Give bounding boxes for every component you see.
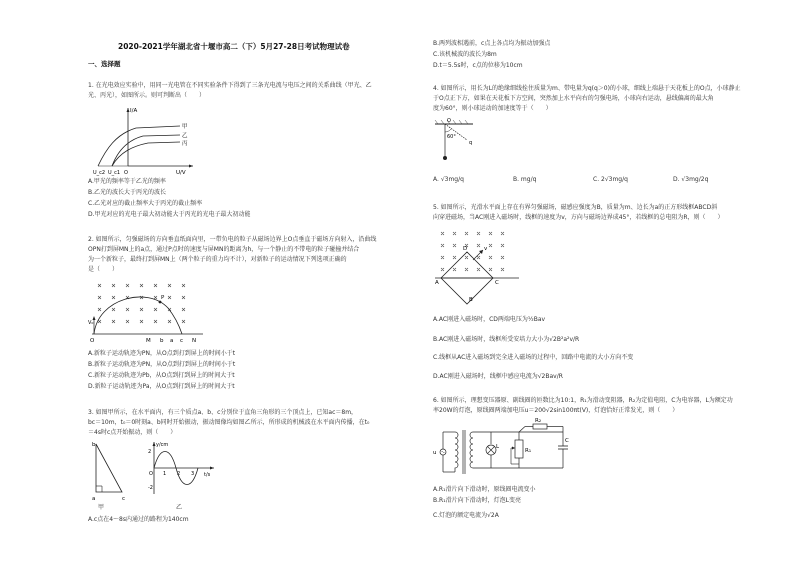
q3-option-b: B.两列波相遇前，c点上各点均为振动加强点 [433, 40, 551, 47]
q4-stem-line2: 于O点正下方，如果在天花板下方空间，突然加上水平向右的匀强电场，小球向右运动，悬线偏离的最大角 [433, 95, 714, 102]
q3-stem-line1: 3. 如图甲所示，在水平面内，有三个质点a、b、c分别位于直角三角形的三个顶点上，已知ac＝8m， [88, 409, 358, 416]
q2-stem-line2: OPN打到屏MN上的a点，通过P点时的速度与屏MN的距离为h，与一个静止的不带电的粒子碰撞并结合 [88, 246, 360, 253]
q4-label-o: O [447, 118, 451, 124]
q1-xlabel: U/V [176, 170, 186, 176]
q5-label-d: D [463, 246, 468, 252]
q5-label-a: A [435, 280, 439, 286]
q5-label-b: B [469, 297, 473, 303]
q2-label-m: M [146, 338, 151, 344]
q3-stem-line2: bc＝10m，t₀＝0时刻a、b同时开始振动，振动图像均如图乙所示，所形成的机械波在水平面内传播，在t₀ [88, 419, 370, 426]
q3-tick-yn2: -2 [148, 485, 153, 491]
q4-stem-line1: 4. 如图所示，用长为L的绝缘细线拴住质量为m、带电量为q(q＞0)的小球，细线上端悬于天花板上的O点，小球静止 [433, 85, 741, 92]
q3-caption-jia: 甲 [98, 504, 105, 511]
q2-stem-line4: 是（ ） [88, 266, 119, 273]
q1-curve-jia: 甲 [182, 124, 188, 130]
q1-option-b: B.乙光的波长大于丙光的波长 [88, 189, 167, 196]
q6-label-r1: R₁ [525, 448, 532, 454]
q2-label-n: N [192, 338, 197, 344]
q2-label-c: c [180, 338, 184, 344]
q2-stem-line3: 为一个新粒子，最终打到屏MN上（两个粒子的重力均不计），对新粒子的运动情况下列选项正确的 [88, 256, 347, 263]
q3-tick-x2: 2 [177, 471, 181, 477]
q5-label-c: C [495, 280, 499, 286]
q2-option-c: C.新粒子运动轨迹为Pb，从O点到打到屏上的时间大于t [88, 372, 235, 379]
q3-ylabel: y/cm [156, 442, 169, 448]
q1-curve-yi: 乙 [182, 133, 188, 139]
q5-option-d: D.AC刚进入磁场时，线框中感应电流为√2Bav/R [433, 373, 563, 380]
q3-option-a: A.c点在4～8s内通过的路程为140cm [88, 516, 189, 523]
q5-option-c: C.线框从AC进入磁场到完全进入磁场的过程中，回路中电流的大小方向不变 [433, 354, 634, 361]
q1-curve-bing: 丙 [182, 141, 188, 147]
q6-label-u: u [433, 450, 437, 456]
q3-xlabel: t/s [204, 472, 211, 478]
q4-option-b: B. mg/q [513, 176, 537, 183]
q3-tick-x1: 1 [163, 471, 167, 477]
q6-figure [433, 418, 573, 482]
q4-stem-line3: 度为60°，则小球运动的加速度等于（ ） [433, 105, 552, 112]
q2-label-o: O [90, 338, 95, 344]
q5-label-v: v [484, 246, 488, 252]
q2-figure [88, 278, 208, 346]
q3-tick-y2: 2 [148, 449, 152, 455]
section-heading: 一、选择题 [88, 60, 121, 68]
q5-stem-line2: 向穿进磁场，当AC刚进入磁场时，线框的速度为v，方向与磁场边界成45°，若线框的总电阻为R，则（ ） [433, 214, 724, 221]
q3-label-a: a [92, 496, 96, 502]
q3-tick-x3: 3 [191, 471, 195, 477]
q3-origin: O [149, 471, 153, 477]
q2-label-b: b [160, 338, 164, 344]
q2-label-p: P [161, 295, 165, 301]
q3-caption-yi: 乙 [176, 504, 183, 511]
q6-stem-line1: 6. 如图所示，理想变压器原、副线圈的匝数比为10:1，R₁为滑动变阻器，R₂为定值电阻，C为电容器，L为额定功 [433, 397, 733, 404]
q3-option-c: C.该机械波的波长为8m [433, 51, 497, 58]
q2-stem-line1: 2. 如图所示，匀强磁场的方向垂直纸面向里，一带负电的粒子从磁场边界上O点垂直于磁场方向射入，沿曲线 [88, 236, 377, 243]
q4-option-d: D. √3mg/2q [673, 176, 709, 183]
q1-option-c: C.乙光对应的截止频率大于丙光的截止频率 [88, 200, 203, 207]
q4-option-a: A. √3mg/q [433, 176, 464, 183]
q2-label-v: V₀ [88, 320, 94, 326]
q2-option-b: B.新粒子运动轨迹为PN，从O点到打到屏上的时间小于t [88, 361, 236, 368]
q5-stem-line1: 5. 如图所示，光滑水平面上存在有界匀强磁场，磁感应强度为B，质量为m、边长为a的正方形线框ABCD斜 [433, 204, 718, 211]
q4-label-angle: 60° [447, 134, 456, 140]
q6-option-c: C.灯泡的额定电流为√2A [433, 512, 499, 519]
q4-label-q: q [469, 140, 473, 146]
q4-figure [433, 116, 493, 162]
q2-option-a: A.新粒子运动轨迹为PN，从O点到打到屏上的时间小于t [88, 350, 236, 357]
q3-label-c: c [122, 496, 126, 502]
q1-figure [88, 104, 198, 174]
q1-stem-line2: 光、丙光），如图所示。则可判断出（ ） [88, 92, 206, 99]
q6-label-l: L [496, 444, 500, 450]
q3-stem-line3: ＝4s时c点开始振动，则（ ） [88, 429, 177, 436]
q2-field-crosses [98, 284, 185, 323]
q1-option-a: A.甲光的频率等于乙光的频率 [88, 178, 166, 185]
q3-figure-yi [148, 440, 218, 502]
q2-option-d: D.新粒子运动轨迹为Pa，从O点到打到屏上的时间大于t [88, 383, 235, 390]
q6-label-r2: R₂ [535, 418, 542, 424]
q1-stem-line1: 1. 在光电效应实验中，用同一光电管在不同实验条件下得到了三条光电流与电压之间的关系曲线（甲光、乙 [88, 82, 372, 89]
q6-label-c: C [565, 438, 569, 444]
q6-option-a: A.R₁滑片向下滑动时，原线圈电流变小 [433, 486, 536, 493]
q4-option-c: C. 2√3mg/q [593, 176, 628, 183]
q3-label-b: b [92, 442, 96, 448]
q3-option-d: D.t＝5.5s时，c点的位移为10cm [433, 62, 523, 69]
q1-origin: O [124, 170, 128, 176]
q5-option-b: B.AC刚进入磁场时，线框所受安培力大小为√2B²a²v/R [433, 336, 580, 343]
q1-uc2-label: U_c2 [93, 170, 106, 176]
q5-field-crosses [441, 232, 504, 271]
q5-option-a: A.AC刚进入磁场时，CD两端电压为½Bav [433, 316, 546, 323]
q2-label-a: a [170, 338, 174, 344]
q6-stem-line2: 率20W的灯泡，原线圈两端加电压u＝200√2sin100πt(V)，灯泡恰好正常发光，则（ ） [433, 407, 679, 414]
q1-uc1-label: U_c1 [108, 170, 121, 176]
q6-option-b: B.R₁滑片向下滑动时，灯泡L变亮 [433, 497, 521, 504]
q5-figure [433, 226, 523, 302]
q1-ylabel: I/A [130, 108, 138, 114]
q3-figure-jia [92, 440, 132, 502]
exam-title: 2020-2021学年湖北省十堰市高二（下）5月27-28日考试物理试卷 [118, 42, 350, 51]
q1-option-d: D.甲光对应的光电子最大初动能大于丙光的光电子最大初动能 [88, 211, 251, 218]
